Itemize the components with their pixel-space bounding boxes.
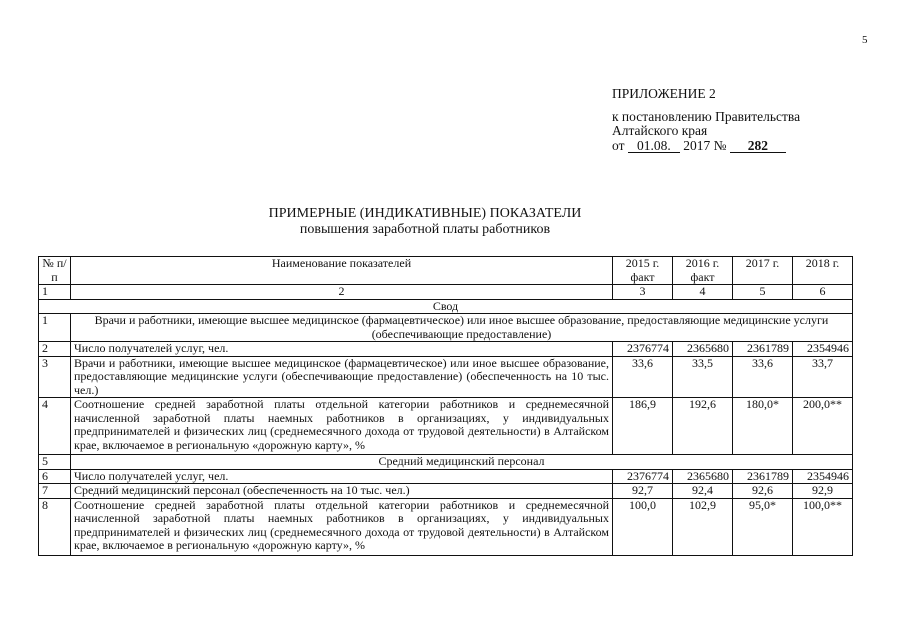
row-number: 5 xyxy=(39,455,71,470)
row-number: 2 xyxy=(39,342,71,357)
header-2015: 2015 г. факт xyxy=(613,257,673,285)
value-2017: 2361789 xyxy=(733,342,793,357)
value-2015: 92,7 xyxy=(613,484,673,499)
header-name: Наименование показателей xyxy=(71,257,613,285)
from-label: от xyxy=(612,137,625,153)
table-row xyxy=(39,398,853,455)
table-row xyxy=(39,484,853,499)
value-2016: 92,4 xyxy=(673,484,733,499)
value-2018: 2354946 xyxy=(793,342,853,357)
value-2016: 2365680 xyxy=(673,469,733,484)
row-label: Врачи и работники, имеющие высшее медицинское (фармацевтическое) или иное высшее образование, предоставляющие медицинские услуги (обеспечивающие предоставление) (обеспеченность на 10 тыс. чел.) xyxy=(71,356,613,398)
colnum-cell: 1 xyxy=(39,285,71,300)
row-number: 8 xyxy=(39,498,71,555)
page-number: 5 xyxy=(862,34,868,46)
colnum-cell: 5 xyxy=(733,285,793,300)
row-number: 7 xyxy=(39,484,71,499)
table-header-row xyxy=(39,257,853,285)
table-row xyxy=(39,469,853,484)
table-row xyxy=(39,314,853,342)
row-number: 4 xyxy=(39,398,71,455)
value-2018: 92,9 xyxy=(793,484,853,499)
column-number-row xyxy=(39,285,853,300)
document-heading xyxy=(0,206,850,238)
row-number: 1 xyxy=(39,314,71,342)
row-number: 6 xyxy=(39,469,71,484)
header-num: № п/п xyxy=(39,257,71,285)
value-2016: 192,6 xyxy=(673,398,733,455)
value-2017: 95,0* xyxy=(733,498,793,555)
header-2016: 2016 г. факт xyxy=(673,257,733,285)
table-row xyxy=(39,356,853,398)
decree-date: 01.08. xyxy=(628,139,680,153)
row-label: Число получателей услуг, чел. xyxy=(71,469,613,484)
colnum-cell: 6 xyxy=(793,285,853,300)
header-2017: 2017 г. xyxy=(733,257,793,285)
row-number: 3 xyxy=(39,356,71,398)
value-2017: 33,6 xyxy=(733,356,793,398)
colnum-cell: 4 xyxy=(673,285,733,300)
row-heading: Врачи и работники, имеющие высшее медицинское (фармацевтическое) или иное высшее образование, предоставляющие медицинские услуги (обеспечивающие предоставление) xyxy=(71,314,853,342)
colnum-cell: 3 xyxy=(613,285,673,300)
appendix-block xyxy=(612,87,800,153)
value-2017: 2361789 xyxy=(733,469,793,484)
section-middle-staff: Средний медицинский персонал xyxy=(71,455,853,470)
value-2017: 180,0* xyxy=(733,398,793,455)
table-row xyxy=(39,498,853,555)
value-2015: 186,9 xyxy=(613,398,673,455)
value-2016: 2365680 xyxy=(673,342,733,357)
colnum-cell: 2 xyxy=(71,285,613,300)
row-label: Число получателей услуг, чел. xyxy=(71,342,613,357)
value-2015: 33,6 xyxy=(613,356,673,398)
document-subtitle: повышения заработной платы работников xyxy=(299,222,551,237)
row-label: Соотношение средней заработной платы отдельной категории работников и среднемесячной начисленной заработной платы наемных работников в организациях, у индивидуальных предпринимателей и физических лиц (среднемесячного дохода от трудовой деятельности) в Алтайском крае, включаемое в региональную «дорожную карту», % xyxy=(71,398,613,455)
value-2015: 2376774 xyxy=(613,469,673,484)
document-title: ПРИМЕРНЫЕ (ИНДИКАТИВНЫЕ) ПОКАЗАТЕЛИ xyxy=(268,206,582,221)
value-2015: 2376774 xyxy=(613,342,673,357)
value-2015: 100,0 xyxy=(613,498,673,555)
value-2016: 102,9 xyxy=(673,498,733,555)
row-label: Соотношение средней заработной платы отдельной категории работников и среднемесячной начисленной заработной платы наемных работников в организациях, у индивидуальных предпринимателей и физических лиц (среднемесячного дохода от трудовой деятельности) в Алтайском крае, включаемое в региональную «дорожную карту», % xyxy=(71,498,613,555)
decree-year: 2017 № xyxy=(683,137,727,153)
indicators-table xyxy=(38,256,853,556)
header-2018: 2018 г. xyxy=(793,257,853,285)
table-row xyxy=(39,342,853,357)
appendix-date-line xyxy=(612,139,800,154)
value-2018: 200,0** xyxy=(793,398,853,455)
value-2018: 2354946 xyxy=(793,469,853,484)
appendix-line-1: к постановлению Правительства xyxy=(612,108,801,124)
section-svod: Свод xyxy=(39,299,853,314)
value-2018: 33,7 xyxy=(793,356,853,398)
value-2017: 92,6 xyxy=(733,484,793,499)
row-label: Средний медицинский персонал (обеспеченность на 10 тыс. чел.) xyxy=(71,484,613,499)
value-2018: 100,0** xyxy=(793,498,853,555)
table-row xyxy=(39,455,853,470)
decree-number: 282 xyxy=(730,139,786,153)
section-row xyxy=(39,299,853,314)
value-2016: 33,5 xyxy=(673,356,733,398)
appendix-title: ПРИЛОЖЕНИЕ 2 xyxy=(612,86,716,101)
appendix-line-2: Алтайского края xyxy=(612,123,708,138)
